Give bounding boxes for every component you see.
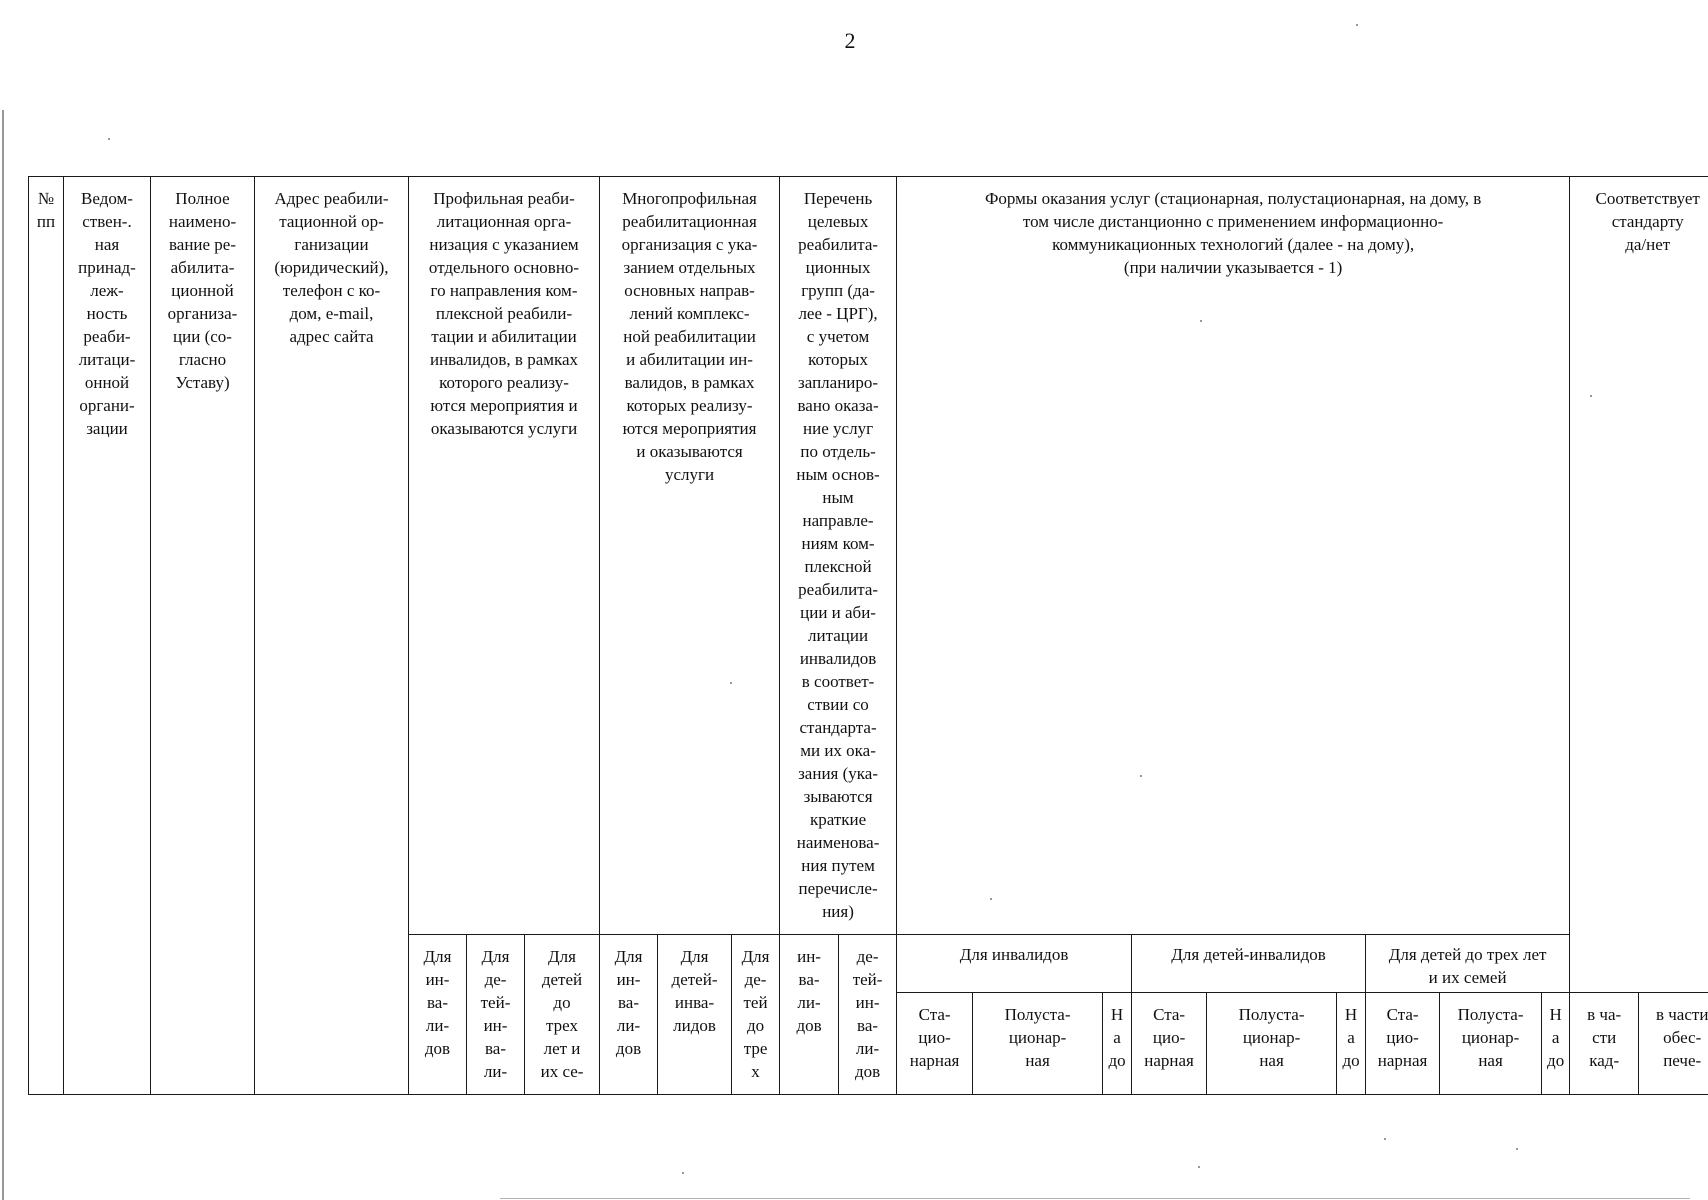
header-col-full-name: Полное наимено- вание ре- абилита- ционной организа- ции (со- гласно Уставу) <box>151 177 255 1095</box>
forms-group-disabled-children: Для детей-инвалидов <box>1132 935 1366 993</box>
forms-group-disabled: Для инвалидов <box>897 935 1132 993</box>
standard-sub-staffing: в ча- сти кад- <box>1570 993 1639 1095</box>
forms-sub-stationary: Ста- цио- нарная <box>1366 993 1440 1095</box>
rehab-organizations-table <box>28 176 1708 1095</box>
scan-speck <box>682 1172 684 1174</box>
forms-group-children-under-three: Для детей до трех лет и их семей <box>1366 935 1570 993</box>
header-col-target-groups: Перечень целевых реабилита- ционных групп (да- лее - ЦРГ), с учетом которых запланиро- вано оказа- ние услуг по отдель- ным основ- ным направле- ниям ком- плексной реабилита- ции и аби- литации инвалидов в соответ- ствии со стандарта- ми их ока- зания (ука- зываются краткие наименова- ния путем перечисле- ния) <box>780 177 897 935</box>
forms-sub-at-home: Н а до <box>1542 993 1570 1095</box>
forms-sub-at-home: Н а до <box>1103 993 1132 1095</box>
profile-sub-children-under-three: Для детей до трех лет и их се- <box>525 935 600 1095</box>
profile-sub-disabled: Для ин- ва- ли- дов <box>409 935 467 1095</box>
header-col-address: Адрес реабили- тационной ор- ганизации (юридический), телефон с ко- дом, e-mail, адрес сайта <box>255 177 409 1095</box>
forms-sub-stationary: Ста- цио- нарная <box>897 993 973 1095</box>
scan-edge-line <box>2 110 4 1200</box>
scan-speck <box>1516 1148 1518 1150</box>
forms-sub-semi-stationary: Полуста- ционар- ная <box>1207 993 1337 1095</box>
multi-sub-disabled-children: Для детей- инва- лидов <box>658 935 732 1095</box>
header-col-department: Ведом- ствен-. ная принад- леж- ность реаби- литаци- онной органи- зации <box>64 177 151 1095</box>
multi-sub-disabled: Для ин- ва- ли- дов <box>600 935 658 1095</box>
target-sub-disabled-children: де- тей- ин- ва- ли- дов <box>839 935 897 1095</box>
header-col-service-forms: Формы оказания услуг (стационарная, полустационарная, на дому, в том числе дистанционно с применением информационно- коммуникационных технологий (далее - на дому), (при наличии указывается - 1) <box>897 177 1570 935</box>
header-col-profile-org: Профильная реаби- литационная орга- низация с указанием отдельного основно- го направления ком- плексной реабили- тации и абилитации инвалидов, в рамках которого реализу- ются мероприятия и оказываются услуги <box>409 177 600 935</box>
multi-sub-children-under-three: Для де- тей до тре х <box>732 935 780 1095</box>
scan-speck <box>1356 24 1358 26</box>
scan-speck <box>1384 1138 1386 1140</box>
scan-bottom-line <box>500 1198 1690 1199</box>
standard-sub-provision: в части обес- пече- <box>1639 993 1708 1095</box>
target-sub-disabled: ин- ва- ли- дов <box>780 935 839 1095</box>
header-col-number: № пп <box>29 177 64 1095</box>
page-number: 2 <box>844 28 856 53</box>
forms-sub-at-home: Н а до <box>1337 993 1366 1095</box>
forms-sub-stationary: Ста- цио- нарная <box>1132 993 1207 1095</box>
profile-sub-disabled-children: Для де- тей- ин- ва- ли- <box>467 935 525 1095</box>
header-col-multi-org: Многопрофильная реабилитационная организация с ука- занием отдельных основных направ- лений комплекс- ной реабилитации и абилитации ин- валидов, в рамках которых реализу- ются мероприятия и оказываются услуги <box>600 177 780 935</box>
scan-speck <box>108 138 110 140</box>
forms-sub-semi-stationary: Полуста- ционар- ная <box>1440 993 1542 1095</box>
forms-sub-semi-stationary: Полуста- ционар- ная <box>973 993 1103 1095</box>
scan-speck <box>1198 1166 1200 1168</box>
header-col-standard: Соответствует стандарту да/нет <box>1570 177 1708 993</box>
